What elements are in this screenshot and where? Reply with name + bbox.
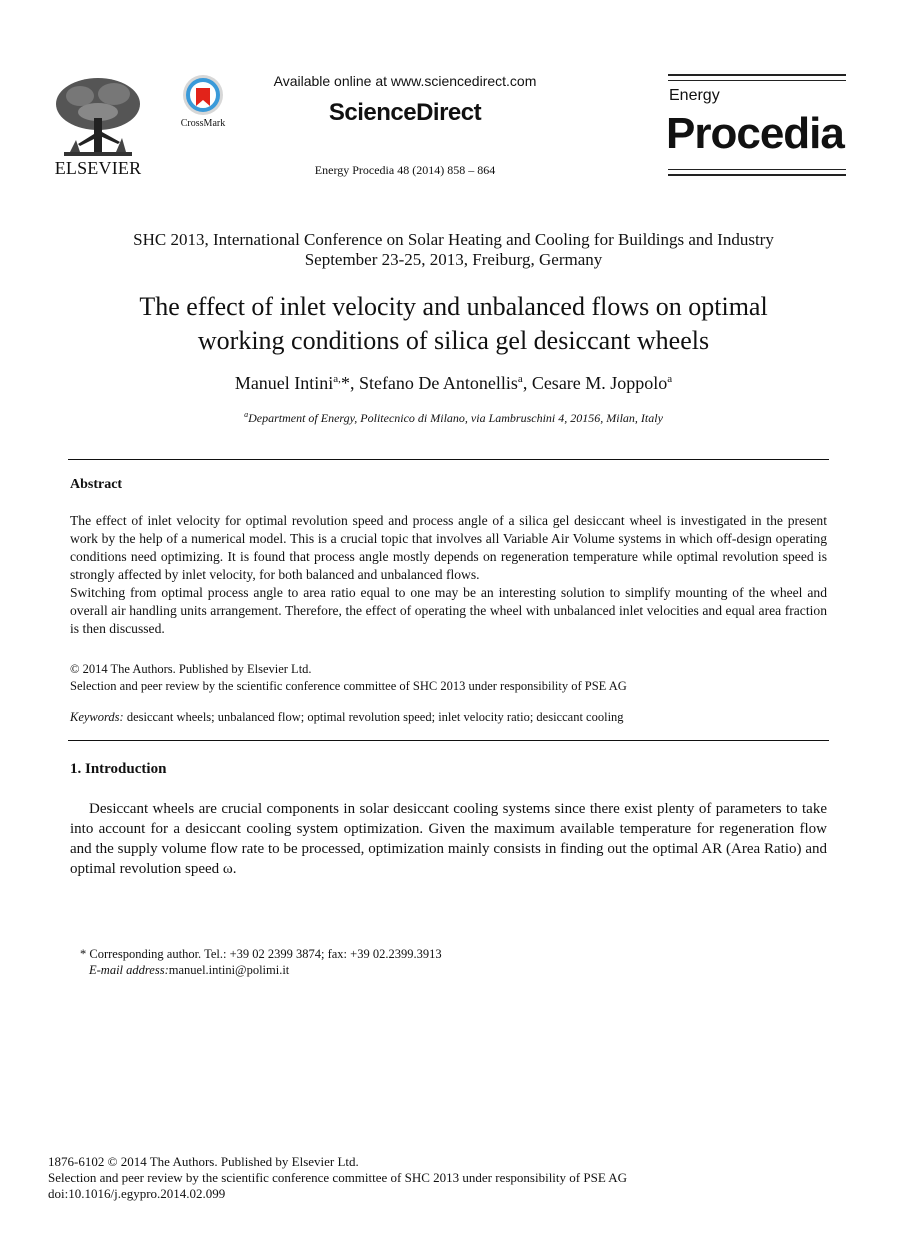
abstract-paragraph-1: The effect of inlet velocity for optimal revolution speed and process angle of a silica gel desiccant wheel is investigated in the present work by the help of a numerical model. This is a crucial topic that involves all Variable Air Volume systems in which off-design operating conditions need optimizing. It is found that process angle mostly depends on regeneration temperature while optimal revolution speed is strongly affected by inlet velocity, for both balanced and unbalanced flows. — [70, 513, 827, 582]
keywords-line — [70, 710, 827, 725]
journal-logo-procedia: Procedia — [666, 109, 844, 158]
author-list — [60, 373, 847, 394]
keywords-text: desiccant wheels; unbalanced flow; optimal revolution speed; inlet velocity ratio; desiccant cooling — [126, 710, 624, 724]
title-line-2: working conditions of silica gel desiccant wheels — [197, 326, 710, 355]
affiliation-text: Department of Energy, Politecnico di Milano, via Lambruschini 4, 20156, Milan, Italy — [248, 411, 663, 425]
introduction-paragraph: Desiccant wheels are crucial components in solar desiccant cooling systems since there exist plenty of parameters to take into account for a desiccant cooling system optimization. Given the maximum available temperature for regeneration flow and the supply volume flow rate to be processed, optimization mainly consists in finding out the optimal AR (Area Ratio) and optimal revolution speed ω. — [70, 801, 827, 877]
email-address[interactable]: manuel.intini@polimi.it — [168, 963, 290, 977]
footer-doi[interactable]: doi:10.1016/j.egypro.2014.02.099 — [48, 1186, 226, 1201]
peer-review-line: Selection and peer review by the scientific conference committee of SHC 2013 under responsibility of PSE AG — [70, 679, 627, 693]
article-title — [60, 290, 847, 358]
abstract-heading: Abstract — [70, 477, 123, 492]
available-online-text: Available online at www.sciencedirect.com — [273, 73, 537, 89]
copyright-block — [70, 661, 827, 695]
author-separator: , — [349, 373, 359, 393]
author-affiliation-mark: a, — [333, 373, 341, 385]
journal-logo-bottom-rule — [668, 169, 846, 176]
journal-reference: Energy Procedia 48 (2014) 858 – 864 — [314, 163, 496, 177]
conference-info — [60, 230, 847, 270]
corresponding-author-footnote — [80, 946, 780, 978]
sciencedirect-logo[interactable]: ScienceDirect — [328, 99, 482, 126]
corresponding-author-line: * Corresponding author. Tel.: +39 02 2399 3874; fax: +39 02.2399.3913 — [80, 947, 442, 961]
journal-logo-top-rule — [668, 74, 846, 81]
email-label: E-mail address: — [89, 963, 169, 977]
affiliation-mark: a — [244, 410, 249, 419]
elsevier-wordmark: ELSEVIER — [54, 158, 142, 178]
journal-logo-energy: Energy — [669, 87, 720, 104]
author-affiliation-mark: a — [517, 373, 523, 385]
corresponding-star: * — [340, 373, 350, 393]
title-line-1: The effect of inlet velocity and unbalanced flows on optimal — [139, 292, 768, 321]
affiliation — [60, 411, 847, 426]
email-line — [80, 962, 780, 978]
abstract-paragraph-2: Switching from optimal process angle to area ratio equal to one may be an interesting solution to simplify mounting of the wheel and overall air handling units arrangement. Therefore, the effect of operating the wheel with unbalanced inlet velocities and equal area fraction is then discussed. — [70, 585, 827, 636]
crossmark-label: CrossMark — [180, 118, 226, 129]
copyright-line: © 2014 The Authors. Published by Elsevier Ltd. — [70, 662, 312, 676]
author-name: Manuel Intini — [234, 373, 334, 393]
footer-issn-copyright: 1876-6102 © 2014 The Authors. Published by Elsevier Ltd. — [48, 1154, 359, 1169]
conference-line-2: September 23-25, 2013, Freiburg, Germany — [304, 250, 603, 269]
abstract-body — [70, 512, 827, 638]
keywords-label: Keywords: — [70, 710, 124, 724]
author-name: Stefano De Antonellis — [358, 373, 518, 393]
author-affiliation-mark: a — [667, 373, 673, 385]
page-footer — [48, 1154, 848, 1202]
footer-peer-review: Selection and peer review by the scientific conference committee of SHC 2013 under responsibility of PSE AG — [48, 1170, 628, 1185]
section-heading-introduction: 1. Introduction — [70, 761, 167, 777]
abstract-top-rule — [68, 459, 829, 460]
conference-line-1: SHC 2013, International Conference on Solar Heating and Cooling for Buildings and Industry — [133, 230, 774, 249]
author-name: Cesare M. Joppolo — [531, 373, 668, 393]
author-separator: , — [522, 373, 532, 393]
abstract-bottom-rule — [68, 740, 829, 741]
